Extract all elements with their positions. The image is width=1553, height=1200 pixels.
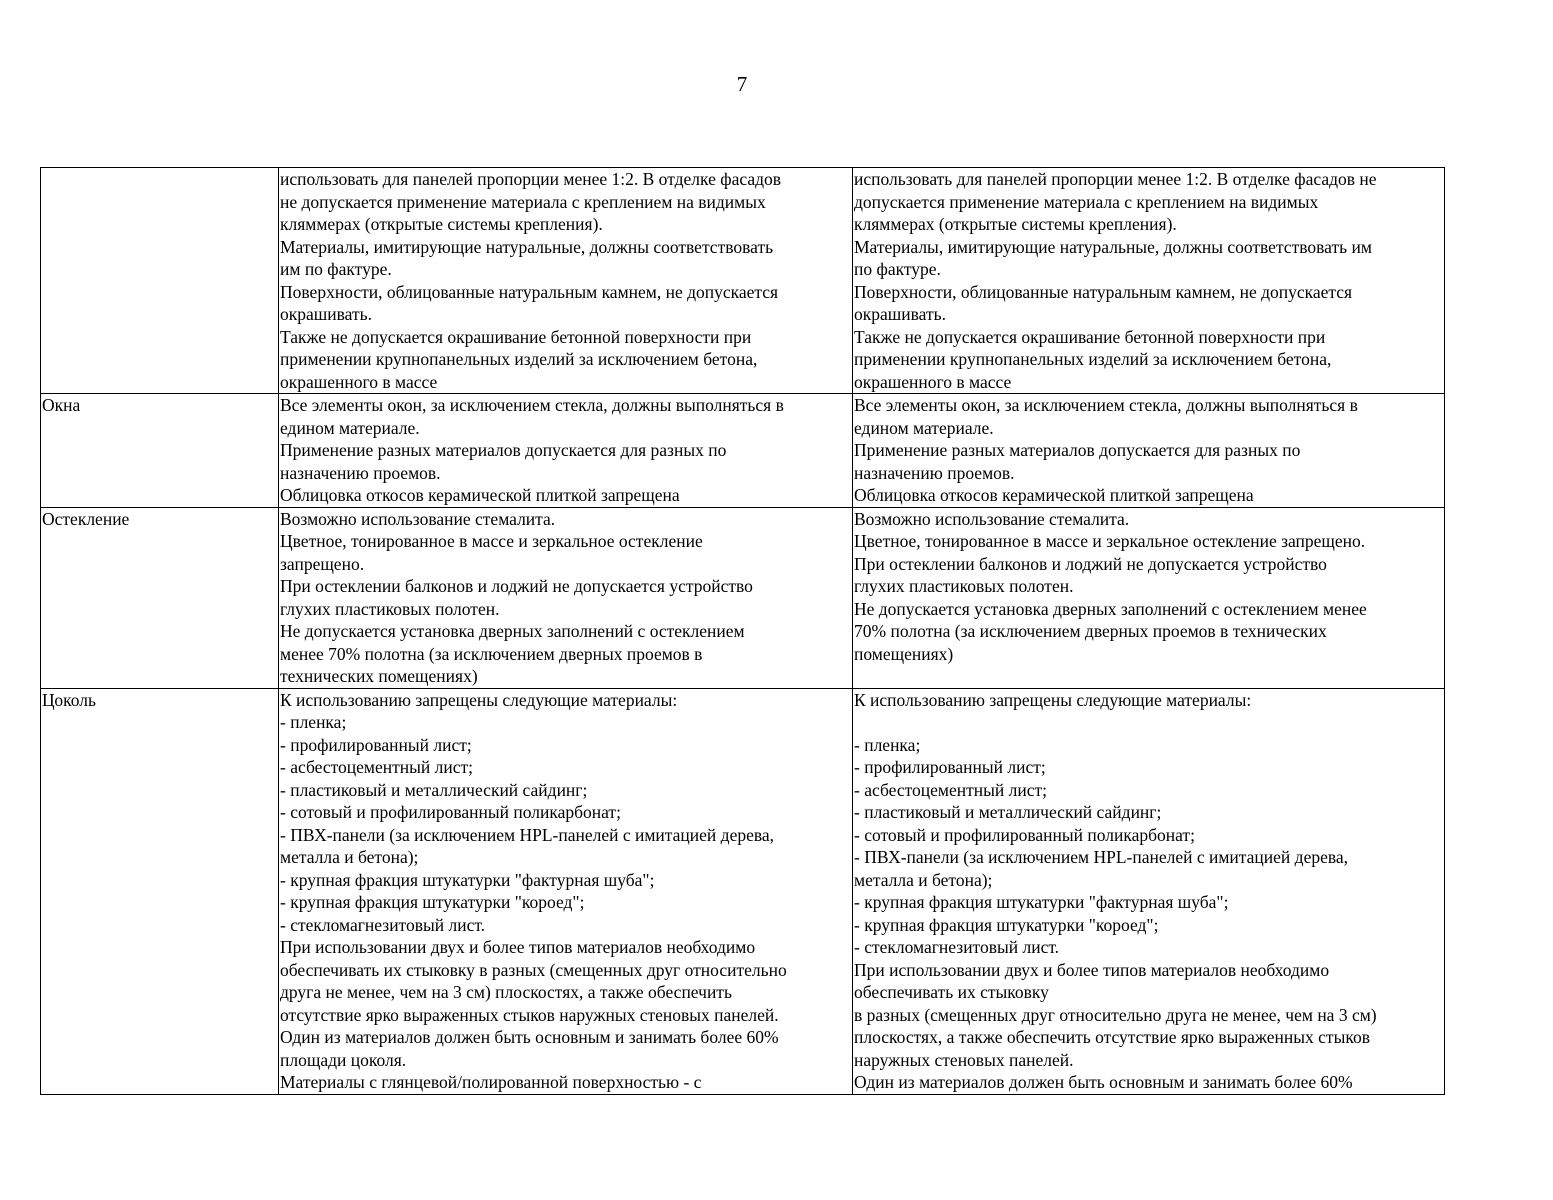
text-line: Все элементы окон, за исключением стекла, должны выполняться в <box>280 395 784 415</box>
text-line: окрашенного в массе <box>854 371 1012 392</box>
row-label: Цоколь <box>42 689 97 710</box>
requirement-cell-proposed <box>853 168 1445 394</box>
text-line: - крупная фракция штукатурки "фактурная шуба"; <box>854 892 1229 912</box>
text-line: технических помещениях) <box>280 666 478 686</box>
text-line: применении крупнопанельных изделий за исключением бетона, <box>280 349 758 369</box>
text-line: Все элементы окон, за исключением стекла, должны выполняться в <box>854 395 1358 415</box>
text-line: При остеклении балконов и лоджий не допускается устройство <box>280 576 753 596</box>
requirement-cell-proposed <box>853 688 1445 1094</box>
text-line: кляммерах (открытые системы крепления). <box>854 214 1177 234</box>
text-line: плоскостях, а также обеспечить отсутствие ярко выраженных стыков <box>854 1027 1370 1047</box>
text-line: Один из материалов должен быть основным и занимать более 60% <box>280 1027 779 1047</box>
text-line: - профилированный лист; <box>280 734 472 755</box>
text-line: Также не допускается окрашивание бетонной поверхности при <box>280 326 752 347</box>
text-line: К использованию запрещены следующие материалы: <box>280 689 678 710</box>
text-line: металла и бетона); <box>854 869 993 890</box>
text-line: - ПВХ-панели (за исключением HPL-панелей с имитацией дерева, <box>280 824 775 845</box>
text-line: - асбестоцементный лист; <box>280 757 473 777</box>
text-line: им по фактуре. <box>280 259 392 279</box>
table-body <box>41 168 1445 1095</box>
text-line: Облицовка откосов керамической плиткой запрещена <box>854 485 1254 505</box>
text-line: - пластиковый и металлический сайдинг; <box>280 779 588 800</box>
row-label <box>42 168 277 191</box>
text-line: Возможно использование стемалита. <box>280 508 556 529</box>
text-line: запрещено. <box>280 553 365 574</box>
row-label-cell <box>41 394 279 508</box>
text-line: Поверхности, облицованные натуральным камнем, не допускается <box>280 281 779 302</box>
text-line: помещениях) <box>854 643 954 664</box>
requirement-cell-current <box>279 688 853 1094</box>
text-line: Не допускается установка дверных заполнений с остеклением менее <box>854 598 1367 619</box>
text-line: едином материале. <box>854 417 994 438</box>
text-line: - крупная фракция штукатурки "фактурная шуба"; <box>280 869 655 890</box>
text-line: использовать для панелей пропорции менее 1:2. В отделке фасадов <box>280 169 782 189</box>
text-line: Материалы с глянцевой/полированной поверхностью - с <box>280 1072 702 1092</box>
text-line: - профилированный лист; <box>854 757 1046 777</box>
text-line: - ПВХ-панели (за исключением HPL-панелей с имитацией дерева, <box>854 847 1349 867</box>
text-line: кляммерах (открытые системы крепления). <box>280 214 603 234</box>
text-line: Цветное, тонированное в массе и зеркальное остекление запрещено. <box>854 531 1366 551</box>
requirements-table <box>40 167 1445 1095</box>
text-line: При остеклении балконов и лоджий не допускается устройство <box>854 553 1327 574</box>
text-line: Материалы, имитирующие натуральные, должны соответствовать <box>280 236 774 257</box>
text-line: менее 70% полотна (за исключением дверных проемов в <box>280 643 703 664</box>
text-line: допускается применение материала с креплением на видимых <box>854 191 1319 212</box>
text-line: - стекломагнезитовый лист. <box>280 914 486 935</box>
text-line <box>854 711 1443 734</box>
text-line: Облицовка откосов керамической плиткой запрещена <box>280 485 680 505</box>
text-line: назначению проемов. <box>280 462 441 483</box>
text-line: - крупная фракция штукатурки "короед"; <box>280 892 585 912</box>
text-line: глухих пластиковых полотен. <box>854 576 1074 596</box>
text-line: Возможно использование стемалита. <box>854 508 1130 529</box>
text-line: друга не менее, чем на 3 см) плоскостях, а также обеспечить <box>280 982 732 1002</box>
table-row <box>41 394 1445 508</box>
text-line: Не допускается установка дверных заполнений с остеклением <box>280 621 745 641</box>
text-line: обеспечивать их стыковку в разных (смещенных друг относительно <box>280 959 787 980</box>
text-line: окрашивать. <box>280 304 372 324</box>
text-line: При использовании двух и более типов материалов необходимо <box>280 937 756 957</box>
text-line: отсутствие ярко выраженных стыков наружных стеновых панелей. <box>280 1004 779 1025</box>
text-line: - стекломагнезитовый лист. <box>854 937 1060 957</box>
requirement-cell-current <box>279 394 853 508</box>
text-line: - пластиковый и металлический сайдинг; <box>854 802 1162 822</box>
requirement-cell-current <box>279 507 853 688</box>
row-label-cell <box>41 168 279 394</box>
row-label-cell <box>41 688 279 1094</box>
row-label-cell <box>41 507 279 688</box>
text-line: не допускается применение материала с креплением на видимых <box>280 191 766 212</box>
text-line: назначению проемов. <box>854 462 1015 483</box>
table-row <box>41 507 1445 688</box>
text-line: окрашивать. <box>854 304 946 324</box>
text-line: глухих пластиковых полотен. <box>280 598 500 619</box>
text-line: использовать для панелей пропорции менее 1:2. В отделке фасадов не <box>854 169 1377 189</box>
text-line: окрашенного в массе <box>280 371 438 392</box>
text-line: - крупная фракция штукатурки "короед"; <box>854 914 1159 935</box>
text-line: площади цоколя. <box>280 1049 407 1070</box>
text-line: Один из материалов должен быть основным и занимать более 60% <box>854 1072 1353 1092</box>
text-line: К использованию запрещены следующие материалы: <box>854 689 1252 710</box>
table-row <box>41 168 1445 394</box>
requirement-cell-proposed <box>853 394 1445 508</box>
table-row <box>41 688 1445 1094</box>
requirement-cell-proposed <box>853 507 1445 688</box>
text-line: применении крупнопанельных изделий за исключением бетона, <box>854 349 1332 369</box>
text-line: по фактуре. <box>854 259 941 279</box>
text-line: Поверхности, облицованные натуральным камнем, не допускается <box>854 281 1353 302</box>
text-line: Цветное, тонированное в массе и зеркальное остекление <box>280 531 703 551</box>
text-line: обеспечивать их стыковку <box>854 982 1049 1002</box>
requirement-cell-current <box>279 168 853 394</box>
text-line: 70% полотна (за исключением дверных проемов в технических <box>854 621 1327 641</box>
row-label: Остекление <box>42 508 130 529</box>
text-line: - сотовый и профилированный поликарбонат; <box>854 824 1195 845</box>
text-line: - пленка; <box>854 734 921 755</box>
text-line: наружных стеновых панелей. <box>854 1049 1074 1070</box>
text-line: в разных (смещенных друг относительно друга не менее, чем на 3 см) <box>854 1004 1377 1025</box>
text-line: Материалы, имитирующие натуральные, должны соответствовать им <box>854 236 1372 257</box>
page-number: 7 <box>736 72 748 96</box>
text-line: металла и бетона); <box>280 847 419 867</box>
text-line: едином материале. <box>280 417 420 438</box>
text-line: Также не допускается окрашивание бетонной поверхности при <box>854 326 1326 347</box>
row-label: Окна <box>42 395 81 415</box>
text-line: Применение разных материалов допускается для разных по <box>854 440 1301 460</box>
text-line: - пленка; <box>280 712 347 732</box>
text-line: При использовании двух и более типов материалов необходимо <box>854 959 1330 980</box>
text-line: Применение разных материалов допускается для разных по <box>280 440 727 460</box>
text-line: - асбестоцементный лист; <box>854 779 1047 800</box>
text-line: - сотовый и профилированный поликарбонат; <box>280 802 621 822</box>
